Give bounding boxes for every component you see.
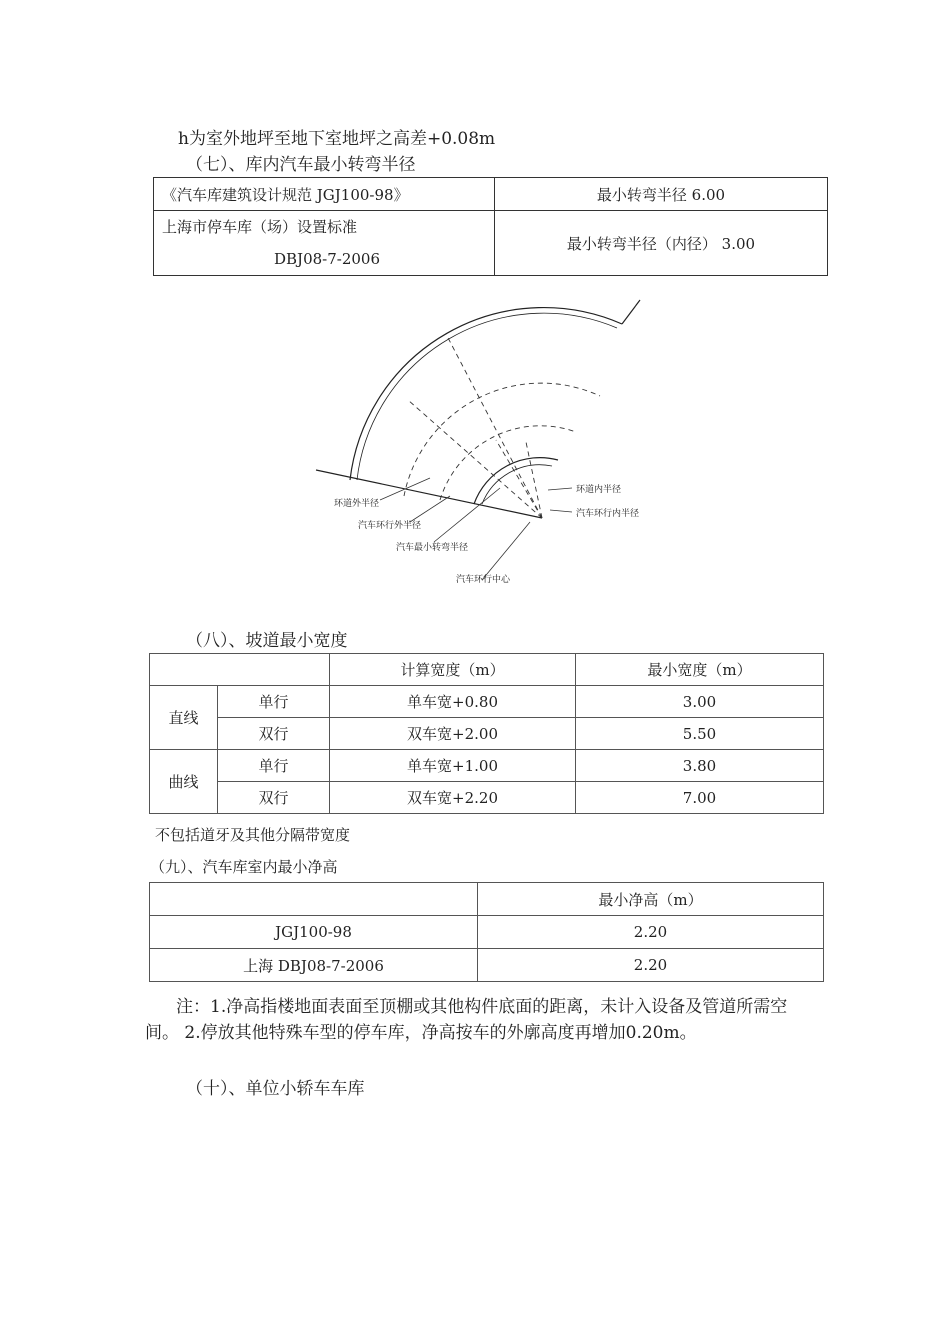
section-10-title: （十）、单位小轿车车库 [186, 1079, 365, 1099]
leader-4 [482, 522, 530, 580]
header-clear-height: 最小净高（m） [478, 883, 824, 916]
row-calc: 双车宽+2.00 [330, 718, 576, 750]
min-radius-jgj: 最小转弯半径 6.00 [495, 178, 828, 211]
section-7-title: （七）、库内汽车最小转弯半径 [186, 155, 416, 175]
turning-radius-table [153, 177, 828, 276]
outer-tangent-line [622, 300, 640, 324]
baseline [316, 470, 542, 518]
row-calc: 双车宽+2.20 [330, 782, 576, 814]
section-9-title: （九）、汽车库室内最小净高 [150, 858, 338, 876]
std-value: 2.20 [478, 916, 824, 949]
leader-1 [380, 478, 430, 500]
row-type: 单行 [218, 750, 330, 782]
std-name: JGJ100-98 [150, 916, 478, 949]
label-center: 汽车环行中心 [456, 575, 511, 585]
standard-shanghai [154, 211, 495, 276]
section-8-title: （八）、坡道最小宽度 [186, 631, 348, 651]
header-calc-width: 计算宽度（m） [330, 654, 576, 686]
leader-6 [550, 510, 572, 512]
standard-jgj: 《汽车库建筑设计规范 JGJ100-98》 [154, 178, 495, 211]
standard-shanghai-code: DBJ08-7-2006 [274, 250, 381, 268]
row-type: 双行 [218, 782, 330, 814]
row-min: 5.50 [576, 718, 824, 750]
standard-shanghai-name: 上海市停车库（场）设置标准 [162, 218, 358, 236]
turning-radius-diagram [300, 292, 680, 592]
radius-line-2 [496, 440, 542, 518]
std-value: 2.20 [478, 949, 824, 982]
row-min: 3.00 [576, 686, 824, 718]
label-vehicle-outer: 汽车环行外半径 [358, 521, 422, 531]
row-min: 3.80 [576, 750, 824, 782]
group-straight: 直线 [150, 686, 218, 750]
leader-5 [548, 488, 572, 490]
clear-height-note: 注：1.净高指楼地面表面至顶棚或其他构件底面的距离，未计入设备及管道所需空间。 2.停放其他特殊车型的停车库，净高按车的外廓高度再增加0.20m。 [145, 997, 788, 1043]
label-inner-ramp: 环道内半径 [576, 485, 622, 495]
vehicle-center-path [440, 426, 576, 500]
ramp-width-table [149, 653, 824, 814]
inner-ramp-arc [474, 458, 558, 504]
min-radius-shanghai: 最小转弯半径（内径） 3.00 [495, 211, 828, 276]
radius-line-3 [526, 442, 542, 518]
radius-line-1 [446, 334, 542, 518]
outer-ramp-arc [350, 308, 622, 480]
label-min-radius: 汽车最小转弯半径 [396, 543, 469, 553]
row-type: 单行 [218, 686, 330, 718]
leader-2 [410, 496, 450, 522]
clear-height-table [149, 882, 824, 982]
row-calc: 单车宽+1.00 [330, 750, 576, 782]
inner-ramp-arc-inner [482, 465, 552, 504]
label-vehicle-inner: 汽车环行内半径 [576, 509, 640, 519]
std-name: 上海 DBJ08-7-2006 [150, 949, 478, 982]
leader-3 [434, 488, 500, 542]
row-calc: 单车宽+0.80 [330, 686, 576, 718]
header-min-width: 最小宽度（m） [576, 654, 824, 686]
row-min: 7.00 [576, 782, 824, 814]
group-curve: 曲线 [150, 750, 218, 814]
outer-ramp-arc-inner [357, 313, 617, 480]
vehicle-outer-path [404, 383, 600, 496]
height-note-line: h为室外地坪至地下室地坪之高差+0.08m [178, 129, 496, 149]
label-outer-ramp: 环道外半径 [334, 499, 380, 509]
row-type: 双行 [218, 718, 330, 750]
ramp-width-note: 不包括道牙及其他分隔带宽度 [155, 826, 351, 844]
